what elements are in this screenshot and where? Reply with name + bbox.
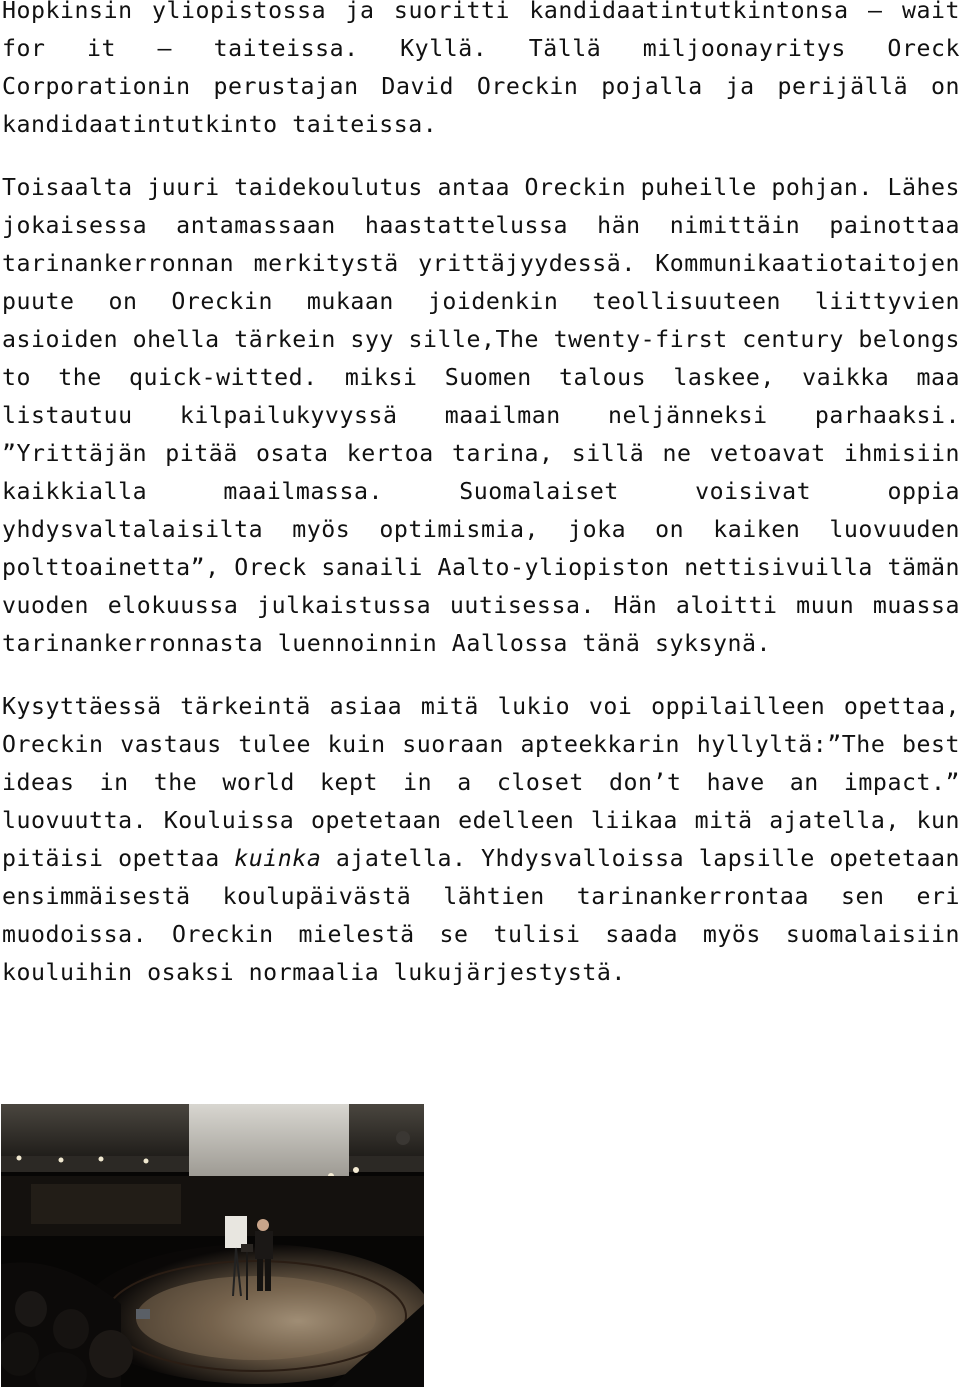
lecture-photo-illustration xyxy=(1,1104,424,1387)
article-paragraph-1: Hopkinsin yliopistossa ja suoritti kandidaatintutkintonsa – wait for it – taiteissa. Kyllä. Tällä miljoonayritys Oreck Corporationin perustajan David Oreckin pojalla ja perijällä on kandidaatintutkinto taiteissa. xyxy=(2,0,960,138)
article-paragraph-3 xyxy=(2,688,960,992)
article-body xyxy=(2,0,960,992)
paragraph-3-italic-word: kuinka xyxy=(234,845,322,872)
lecture-photo xyxy=(1,1104,424,1387)
paragraph-3-text-start: Kysyttäessä tärkeintä asiaa mitä lukio voi oppilailleen opettaa, Oreckin vastaus tulee kuin suoraan apteekkarin hyllyltä:”The best ideas in the world kept in a closet don’t have an impact.” luovuutta. Kouluissa opetetaan edelleen liikaa mitä ajatella, kun pitäisi opettaa xyxy=(2,693,960,872)
article-paragraph-2: Toisaalta juuri taidekoulutus antaa Oreckin puheille pohjan. Lähes jokaisessa antamassaan haastattelussa hän nimittäin painottaa tarinankerronnan merkitystä yrittäjyydessä. Kommunikaatiotaitojen puute on Oreckin mukaan joidenkin teollisuuteen liittyvien asioiden ohella tärkein syy sille,The twenty-first century belongs to the quick-witted. miksi Suomen talous laskee, vaikka maa listautuu kilpailukyvyssä maailman neljänneksi parhaaksi. ”Yrittäjän pitää osata kertoa tarina, sillä ne vetoavat ihmisiin kaikkialla maailmassa. Suomalaiset voisivat oppia yhdysvaltalaisilta myös optimismia, joka on kaiken luovuuden polttoainetta”, Oreck sanaili Aalto-yliopiston nettisivuilla tämän vuoden elokuussa julkaistussa uutisessa. Hän aloitti muun muassa tarinankerronnasta luennoinnin Aallossa tänä syksynä. xyxy=(2,174,960,657)
paragraph-3-text-end: ajatella. Yhdysvalloissa lapsille opetetaan ensimmäisestä koulupäivästä lähtien tarinankerrontaa sen eri muodoissa. Oreckin mielestä se tulisi saada myös suomalaisiin kouluihin osaksi normaalia lukujärjestystä. xyxy=(2,845,960,986)
